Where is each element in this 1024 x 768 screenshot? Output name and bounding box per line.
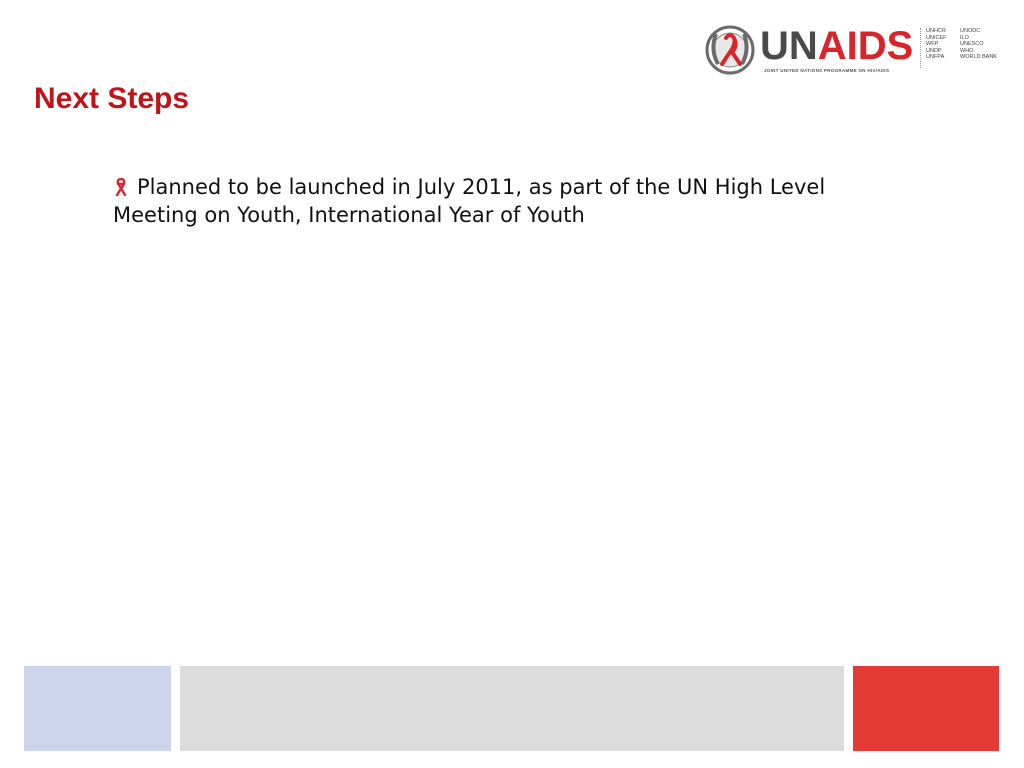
cosponsor: ILO: [960, 34, 969, 41]
cosponsor: UNHCR: [926, 28, 946, 34]
footer-bar-gray: [180, 666, 844, 751]
cosponsor: UNODC: [960, 28, 981, 34]
cosponsor: UNICEF: [926, 34, 947, 41]
cosponsor: WFP: [926, 41, 939, 48]
bullet-text: Planned to be launched in July 2011, as part of the UN High Level Meeting on Youth, International Year of Youth: [113, 175, 826, 227]
wordmark-aids: AIDS: [817, 24, 914, 68]
slide-title: Next Steps: [34, 82, 190, 115]
cosponsor: WHO: [960, 47, 974, 54]
red-ribbon-icon: [113, 178, 129, 196]
cosponsor: WORLD BANK: [960, 54, 997, 61]
bullet-item: [113, 173, 913, 229]
logo-tagline: JOINT UNITED NATIONS PROGRAMME ON HIV/AIDS: [764, 68, 890, 73]
unaids-logo: [704, 22, 1004, 76]
cosponsors-column-1: [926, 28, 946, 61]
wordmark-un: UN: [760, 24, 818, 68]
cosponsors-column-2: [960, 28, 997, 61]
footer-bar-blue: [24, 666, 171, 751]
unaids-wordmark: [760, 24, 913, 68]
un-emblem-icon: [704, 24, 756, 76]
cosponsor: UNESCO: [960, 41, 984, 48]
footer-bar-red: [853, 666, 999, 751]
logo-divider: [920, 28, 923, 68]
cosponsor: UNFPA: [926, 54, 945, 61]
cosponsor: UNDP: [926, 47, 942, 54]
